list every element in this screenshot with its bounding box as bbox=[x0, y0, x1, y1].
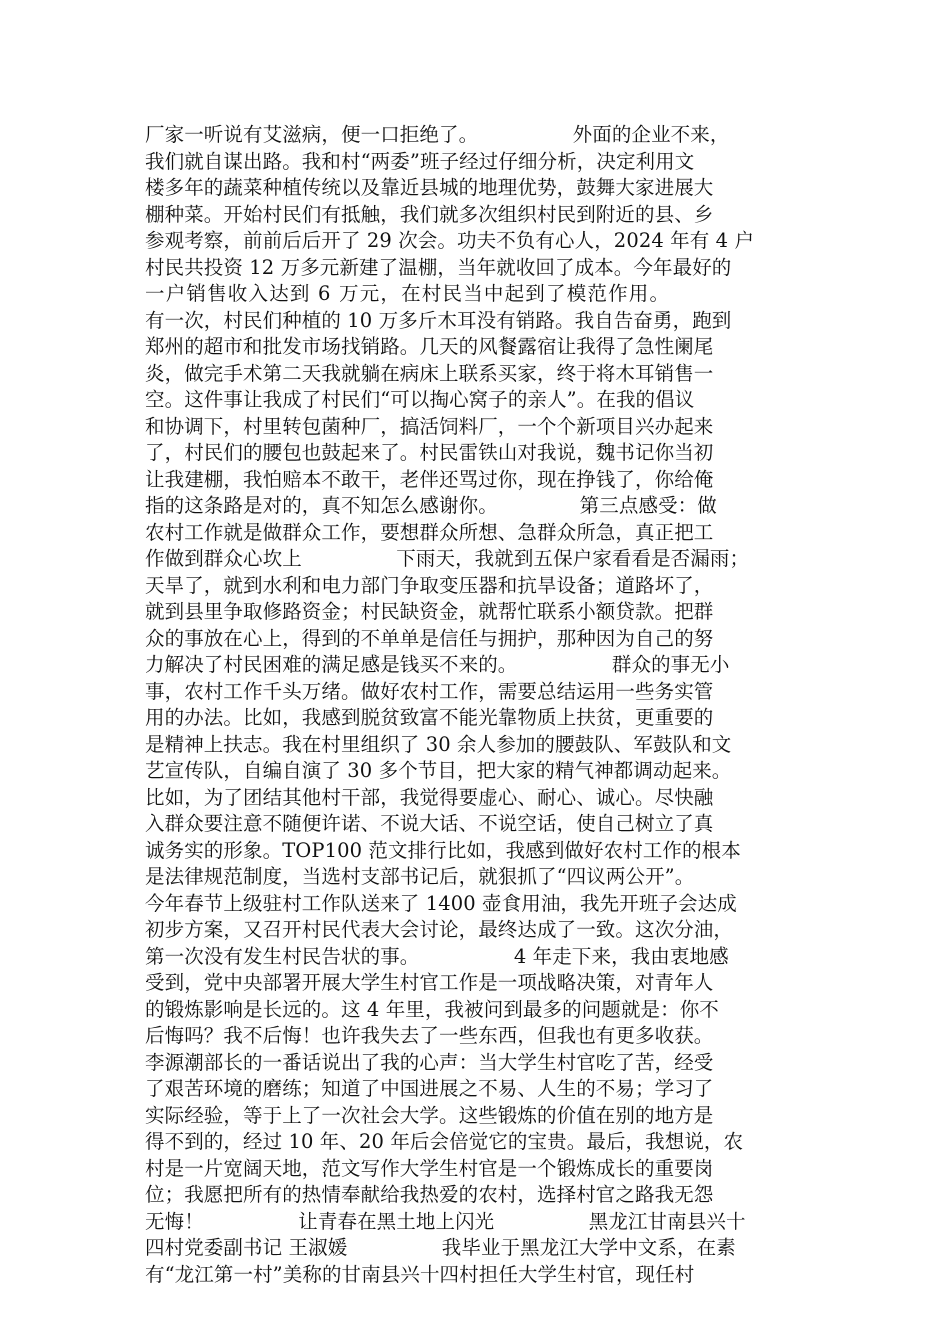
text-line: 空。这件事让我成了村民们“可以掏心窝子的亲人”。在我的倡议 bbox=[145, 388, 695, 411]
text-line: 厂家一听说有艾滋病，便一口拒绝了。 外面的企业不来， bbox=[145, 123, 730, 146]
text-line: 一户销售收入达到 6 万元，在村民当中起到了模范作用。 bbox=[145, 282, 671, 305]
text-line: 和协调下，村里转包菌种厂，搞活饲料厂，一个个新项目兴办起来 bbox=[145, 414, 714, 438]
text-line: 初步方案，又召开村民代表大会讨论，最终达成了一致。这次分油， bbox=[145, 918, 734, 941]
text-line: 了，村民们的腰包也鼓起来了。村民雷铁山对我说，魏书记你当初 bbox=[145, 441, 714, 464]
text-line: 作做到群众心坎上 下雨天，我就到五保户家看看是否漏雨； bbox=[145, 547, 750, 570]
text-line: 楼多年的蔬菜种植传统以及靠近县城的地理优势，鼓舞大家进展大 bbox=[145, 176, 714, 199]
text-line: 的锻炼影响是长远的。这 4 年里，我被问到最多的问题就是：你不 bbox=[145, 997, 719, 1021]
text-line: 村是一片宽阔天地，范文写作大学生村官是一个锻炼成长的重要岗 bbox=[145, 1156, 714, 1180]
text-line: 实际经验，等于上了一次社会大学。这些锻炼的价值在别的地方是 bbox=[145, 1103, 714, 1127]
text-line: 郑州的超市和批发市场找销路。几天的风餐露宿让我得了急性阑尾 bbox=[145, 335, 714, 358]
text-line: 我们就自谋出路。我和村“两委”班子经过仔细分析，决定利用文 bbox=[145, 149, 695, 173]
text-line: 第一次没有发生村民告状的事。 4 年走下来，我由衷地感 bbox=[145, 944, 729, 968]
text-line: 位；我愿把所有的热情奉献给我热爱的农村，选择村官之路我无怨 bbox=[145, 1183, 714, 1206]
text-line: 让我建棚，我怕赔本不敢干，老伴还骂过你，现在挣钱了，你给俺 bbox=[145, 467, 714, 491]
text-line: 受到，党中央部署开展大学生村官工作是一项战略决策，对青年人 bbox=[145, 971, 714, 994]
text-line: 众的事放在心上，得到的不单单是信任与拥护，那种因为自己的努 bbox=[145, 626, 714, 650]
text-line: 无悔！ 让青春在黑土地上闪光 黑龙江甘南县兴十 bbox=[145, 1209, 746, 1233]
text-line: 有“龙江第一村”美称的甘南县兴十四村担任大学生村官，现任村 bbox=[145, 1262, 695, 1286]
text-line: 力解决了村民困难的满足感是钱买不来的。 群众的事无小 bbox=[145, 653, 730, 676]
text-line: 是精神上扶志。我在村里组织了 30 余人参加的腰鼓队、军鼓队和文 bbox=[145, 732, 732, 756]
text-line: 天旱了，就到水利和电力部门争取变压器和抗旱设备；道路坏了， bbox=[145, 573, 714, 597]
text-line: 入群众要注意不随便许诺、不说大话、不说空话，使自己树立了真 bbox=[145, 812, 714, 835]
text-line: 是法律规范制度，当选村支部书记后，就狠抓了“四议两公开”。 bbox=[145, 865, 695, 888]
text-line: 比如，为了团结其他村干部，我觉得要虚心、耐心、诚心。尽快融 bbox=[145, 785, 714, 809]
text-line: 今年春节上级驻村工作队送来了 1400 壶食用油，我先开班子会达成 bbox=[145, 891, 737, 915]
text-line: 村民共投资 12 万多元新建了温棚，当年就收回了成本。今年最好的 bbox=[145, 255, 732, 279]
text-line: 参观考察，前前后后开了 29 次会。功夫不负有心人，2024 年有 4 户 bbox=[145, 229, 755, 252]
text-line: 指的这条路是对的，真不知怎么感谢你。 第三点感受：做 bbox=[145, 494, 717, 517]
text-line: 就到县里争取修路资金；村民缺资金，就帮忙联系小额贷款。把群 bbox=[145, 600, 714, 623]
text-line: 得不到的，经过 10 年、20 年后会倍觉它的宝贵。最后，我想说，农 bbox=[145, 1130, 744, 1153]
text-line: 用的办法。比如，我感到脱贫致富不能光靠物质上扶贫，更重要的 bbox=[145, 706, 714, 729]
text-line: 农村工作就是做群众工作，要想群众所想、急群众所急，真正把工 bbox=[145, 520, 714, 544]
text-line: 艺宣传队，自编自演了 30 多个节目，把大家的精气神都调动起来。 bbox=[145, 759, 732, 782]
body-text bbox=[145, 122, 825, 1288]
text-line: 了艰苦环境的磨练；知道了中国进展之不易、人生的不易；学习了 bbox=[145, 1077, 714, 1100]
text-line: 四村党委副书记 王淑媛 我毕业于黑龙江大学中文系，在素 bbox=[145, 1236, 736, 1259]
text-line: 有一次，村民们种植的 10 万多斤木耳没有销路。我自告奋勇，跑到 bbox=[145, 308, 732, 332]
text-line: 事，农村工作千头万绪。做好农村工作，需要总结运用一些务实管 bbox=[145, 679, 714, 703]
text-line: 炎，做完手术第二天我就躺在病床上联系买家，终于将木耳销售一 bbox=[145, 361, 714, 385]
text-line: 棚种菜。开始村民们有抵触，我们就多次组织村民到附近的县、乡 bbox=[145, 202, 714, 226]
text-line: 诚务实的形象。TOP100 范文排行比如，我感到做好农村工作的根本 bbox=[145, 838, 741, 862]
text-line: 李源潮部长的一番话说出了我的心声：当大学生村官吃了苦，经受 bbox=[145, 1050, 714, 1074]
text-line: 后悔吗？我不后悔！也许我失去了一些东西，但我也有更多收获。 bbox=[145, 1024, 714, 1047]
